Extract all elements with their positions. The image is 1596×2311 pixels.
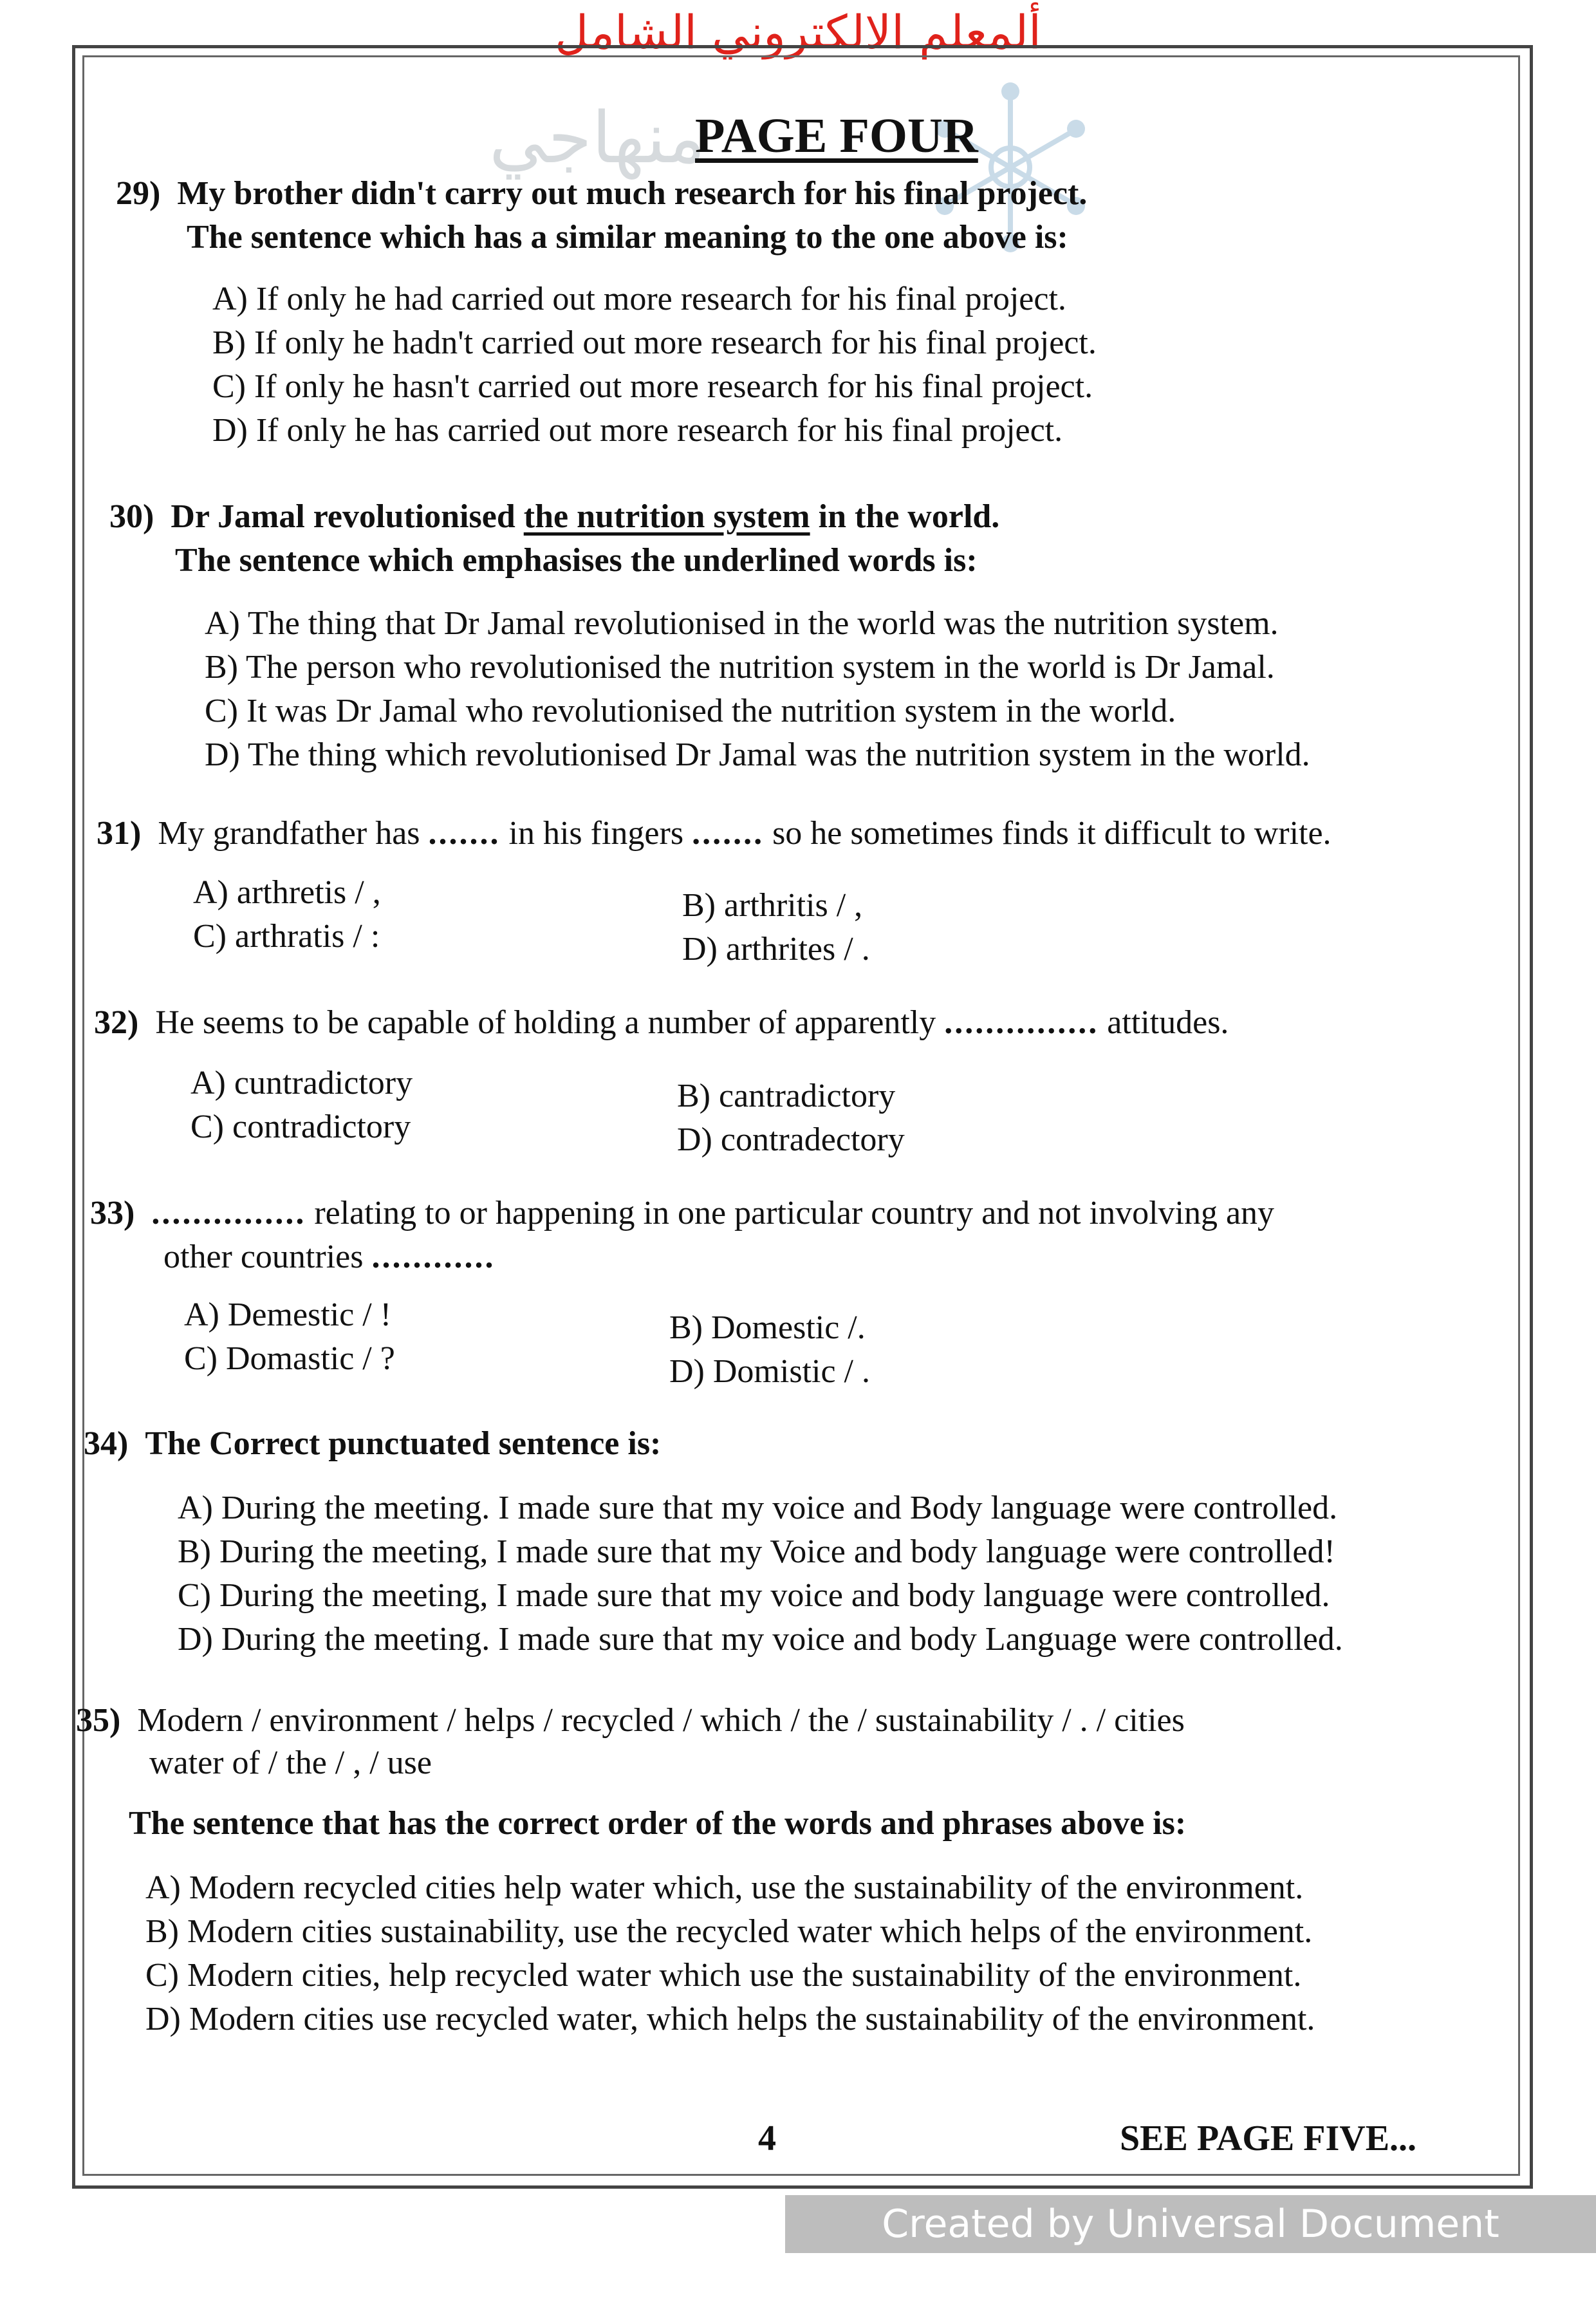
- page-number: 4: [758, 2119, 776, 2158]
- question-stem: My grandfather has: [158, 815, 429, 852]
- option-30-d[interactable]: D) The thing which revolutionised Dr Jamal was the nutrition system in the world.: [205, 736, 1310, 773]
- option-30-c[interactable]: C) It was Dr Jamal who revolutionised the nutrition system in the world.: [205, 693, 1176, 729]
- option-34-d[interactable]: D) During the meeting. I made sure that my voice and body Language were controlled.: [178, 1621, 1343, 1658]
- option-34-c[interactable]: C) During the meeting, I made sure that my voice and body language were controlled.: [178, 1577, 1330, 1614]
- question-33-line2: [163, 1236, 495, 1278]
- underlined-phrase: the nutrition system: [523, 498, 810, 535]
- question-32: [94, 1002, 1229, 1044]
- option-32-b[interactable]: B) cantradictory: [677, 1078, 896, 1114]
- question-35-line2: water of / the / , / use: [149, 1745, 432, 1781]
- option-31-a[interactable]: A) arthretis / ,: [193, 874, 381, 911]
- option-34-b[interactable]: B) During the meeting, I made sure that my Voice and body language were controlled!: [178, 1533, 1335, 1570]
- option-31-c[interactable]: C) arthratis / :: [193, 918, 380, 955]
- blank-dots: ...............: [151, 1195, 306, 1231]
- option-32-c[interactable]: C) contradictory: [190, 1109, 411, 1145]
- header-arabic-title: ألمعلم الالكتروني الشامل: [554, 5, 1042, 59]
- question-number: 31): [97, 815, 142, 852]
- question-stem: Dr Jamal revolutionised: [171, 498, 524, 535]
- page-title: PAGE FOUR: [695, 109, 978, 163]
- option-33-a[interactable]: A) Demestic / !: [184, 1296, 392, 1333]
- option-29-a[interactable]: A) If only he had carried out more research for his final project.: [212, 281, 1066, 317]
- option-29-b[interactable]: B) If only he hadn't carried out more research for his final project.: [212, 324, 1097, 361]
- question-number: 33): [90, 1195, 135, 1231]
- question-stem: He seems to be capable of holding a number of apparently: [155, 1004, 945, 1041]
- option-35-c[interactable]: C) Modern cities, help recycled water which use the sustainability of the environment.: [145, 1957, 1302, 1994]
- option-35-d[interactable]: D) Modern cities use recycled water, which helps the sustainability of the environment.: [145, 2001, 1315, 2037]
- question-stem: relating to or happening in one particular country and not involving any: [306, 1195, 1275, 1231]
- question-29: [116, 173, 1087, 215]
- question-stem-mid: in his fingers: [500, 815, 692, 852]
- question-31: [97, 812, 1332, 855]
- question-stem: Modern / environment / helps / recycled / which / the / sustainability / . / cities: [137, 1702, 1185, 1739]
- question-stem-end: in the world.: [810, 498, 1000, 535]
- watermark-text: منهاجي: [489, 97, 706, 179]
- option-31-d[interactable]: D) arthrites / .: [682, 931, 870, 968]
- see-next-page: SEE PAGE FIVE...: [1120, 2119, 1417, 2158]
- blank-dots: ............: [371, 1239, 496, 1275]
- question-stem-end: other countries: [163, 1239, 372, 1275]
- blank-dots: ...............: [944, 1004, 1099, 1041]
- question-30-prompt: The sentence which emphasises the underlined words is:: [175, 542, 978, 579]
- question-35-prompt: The sentence that has the correct order of the words and phrases above is:: [129, 1805, 1187, 1842]
- option-30-b[interactable]: B) The person who revolutionised the nutrition system in the world is Dr Jamal.: [205, 649, 1275, 686]
- question-stem-end: attitudes.: [1099, 1004, 1229, 1041]
- question-number: 35): [76, 1702, 121, 1739]
- option-34-a[interactable]: A) During the meeting. I made sure that my voice and Body language were controlled.: [178, 1490, 1338, 1526]
- option-35-a[interactable]: A) Modern recycled cities help water which, use the sustainability of the environment.: [145, 1869, 1304, 1906]
- option-32-d[interactable]: D) contradectory: [677, 1121, 905, 1158]
- option-31-b[interactable]: B) arthritis / ,: [682, 887, 863, 924]
- option-33-d[interactable]: D) Domistic / .: [669, 1353, 870, 1390]
- option-33-b[interactable]: B) Domestic /.: [669, 1309, 866, 1346]
- question-stem: My brother didn't carry out much research for his final project.: [177, 175, 1088, 212]
- question-29-prompt: The sentence which has a similar meaning to the one above is:: [187, 219, 1068, 256]
- question-stem-end: so he sometimes finds it difficult to write.: [764, 815, 1332, 852]
- option-29-c[interactable]: C) If only he hasn't carried out more research for his final project.: [212, 368, 1093, 405]
- converter-banner: Created by Universal Document Converter: [785, 2195, 1596, 2253]
- question-number: 30): [109, 498, 154, 535]
- question-30: [109, 496, 999, 538]
- blank-dots: .......: [692, 815, 765, 852]
- question-number: 34): [84, 1425, 129, 1462]
- question-34: [84, 1423, 661, 1465]
- option-33-c[interactable]: C) Domastic / ?: [184, 1340, 395, 1377]
- question-33: [90, 1192, 1274, 1235]
- question-35: [76, 1699, 1185, 1742]
- option-29-d[interactable]: D) If only he has carried out more research for his final project.: [212, 412, 1063, 449]
- option-30-a[interactable]: A) The thing that Dr Jamal revolutionised in the world was the nutrition system.: [205, 605, 1279, 642]
- option-32-a[interactable]: A) cuntradictory: [190, 1065, 413, 1101]
- option-35-b[interactable]: B) Modern cities sustainability, use the recycled water which helps of the environment.: [145, 1913, 1313, 1950]
- question-number: 29): [116, 175, 161, 212]
- question-stem: The Correct punctuated sentence is:: [145, 1425, 662, 1462]
- blank-dots: .......: [428, 815, 501, 852]
- question-number: 32): [94, 1004, 139, 1041]
